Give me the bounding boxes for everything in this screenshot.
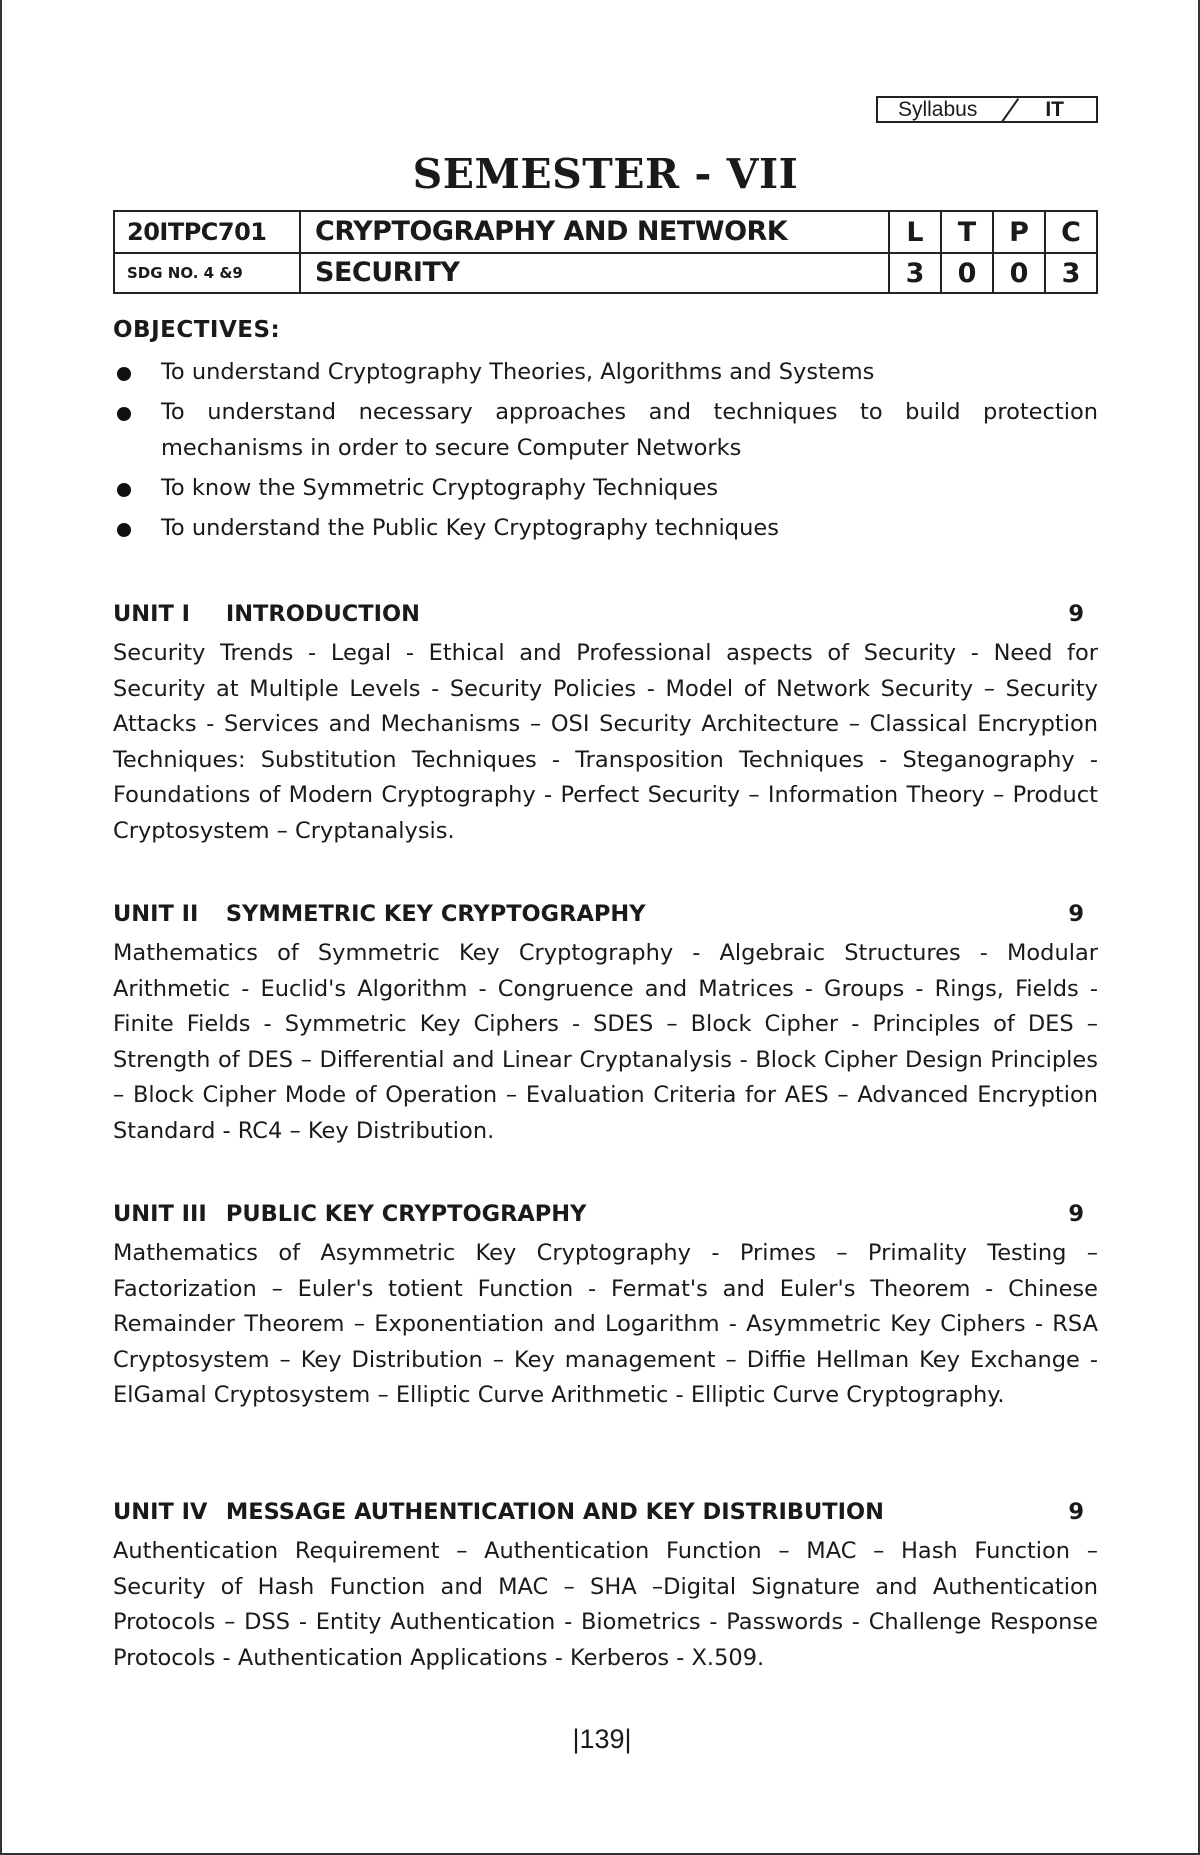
- ltpc-header-t: T: [941, 211, 993, 253]
- unit-heading: [113, 896, 1098, 932]
- unit-label: UNIT II: [113, 901, 199, 927]
- unit-section-3: [113, 1196, 1098, 1414]
- unit-section-2: [113, 896, 1098, 1149]
- tag-divider: [997, 98, 1023, 121]
- page-number: |139|: [572, 1724, 632, 1754]
- unit-label: UNIT IV: [113, 1499, 208, 1525]
- unit-body: Authentication Requirement – Authentication Function – MAC – Hash Function – Security of Hash Function and MAC – SHA –Digital Signature and Authentication Protocols – DSS - Entity Authentication - Biometrics - Passwords - Challenge Response Protocols - Authentication Applications - Kerberos - X.509.: [113, 1538, 1098, 1671]
- sdg-cell: [114, 253, 300, 293]
- objectives-list: [113, 354, 1098, 550]
- dept-label: IT: [1045, 98, 1064, 121]
- unit-hours: 9: [1068, 901, 1084, 927]
- unit-title: INTRODUCTION: [225, 601, 420, 627]
- objective-item: To understand the Public Key Cryptography techniques: [113, 510, 1098, 546]
- course-code: 20ITPC701: [127, 218, 267, 246]
- ltpc-value-c: 3: [1045, 253, 1097, 293]
- unit-label: UNIT III: [113, 1201, 207, 1227]
- objective-item: To know the Symmetric Cryptography Techniques: [113, 470, 1098, 506]
- objective-item: To understand Cryptography Theories, Algorithms and Systems: [113, 354, 1098, 390]
- unit-hours: 9: [1068, 1499, 1084, 1525]
- unit-hours: 9: [1068, 601, 1084, 627]
- objectives-heading: OBJECTIVES:: [113, 317, 281, 343]
- unit-heading: [113, 1196, 1098, 1232]
- unit-section-4: [113, 1494, 1098, 1676]
- unit-heading: [113, 1494, 1098, 1530]
- syllabus-label: Syllabus: [897, 98, 978, 121]
- unit-body: Security Trends - Legal - Ethical and Professional aspects of Security - Need for Security at Multiple Levels - Security Policies - Model of Network Security – Security Attacks - Services and Mechanisms – OSI Security Architecture – Classical Encryption Techniques: Substitution Techniques - Transposition Techniques - Steganography - Foundations of Modern Cryptography - Perfect Security – Information Theory – Product Cryptosystem – Cryptanalysis.: [113, 640, 1098, 844]
- ltpc-value-l: 3: [889, 253, 941, 293]
- unit-body: Mathematics of Symmetric Key Cryptography - Algebraic Structures - Modular Arithmetic - Euclid's Algorithm - Congruence and Matrices - Groups - Rings, Fields - Finite Fields - Symmetric Key Ciphers - SDES – Block Cipher - Principles of DES – Strength of DES – Differential and Linear Cryptanalysis - Block Cipher Design Principles – Block Cipher Mode of Operation – Evaluation Criteria for AES – Advanced Encryption Standard - RC4 – Key Distribution.: [113, 940, 1098, 1144]
- unit-section-1: [113, 596, 1098, 849]
- sdg-number: SDG NO. 4 &9: [127, 264, 243, 282]
- course-info-table: [113, 210, 1098, 294]
- unit-body: Mathematics of Asymmetric Key Cryptography - Primes – Primality Testing – Factorization – Euler's totient Function - Fermat's and Euler's Theorem - Chinese Remainder Theorem – Exponentiation and Logarithm - Asymmetric Key Ciphers - RSA Cryptosystem – Key Distribution – Key management – Diffie Hellman Key Exchange - ElGamal Cryptosystem – Elliptic Curve Arithmetic - Elliptic Curve Cryptography.: [113, 1240, 1098, 1408]
- course-code-cell: [114, 211, 300, 253]
- ltpc-header-l: L: [889, 211, 941, 253]
- unit-title: MESSAGE AUTHENTICATION AND KEY DISTRIBUTION: [225, 1499, 884, 1525]
- ltpc-value-p: 0: [993, 253, 1045, 293]
- course-title-line1: CRYPTOGRAPHY AND NETWORK: [300, 211, 889, 253]
- syllabus-dept-tag: [876, 96, 1098, 123]
- unit-hours: 9: [1068, 1201, 1084, 1227]
- semester-title: SEMESTER - VII: [412, 150, 799, 198]
- unit-label: UNIT I: [113, 601, 191, 627]
- objective-item: To understand necessary approaches and techniques to build protection mechanisms in order to secure Computer Networks: [113, 394, 1098, 466]
- unit-heading: [113, 596, 1098, 632]
- course-title-line2: SECURITY: [300, 253, 889, 293]
- ltpc-value-t: 0: [941, 253, 993, 293]
- ltpc-header-p: P: [993, 211, 1045, 253]
- unit-title: SYMMETRIC KEY CRYPTOGRAPHY: [225, 901, 646, 927]
- unit-title: PUBLIC KEY CRYPTOGRAPHY: [225, 1201, 587, 1227]
- ltpc-header-c: C: [1045, 211, 1097, 253]
